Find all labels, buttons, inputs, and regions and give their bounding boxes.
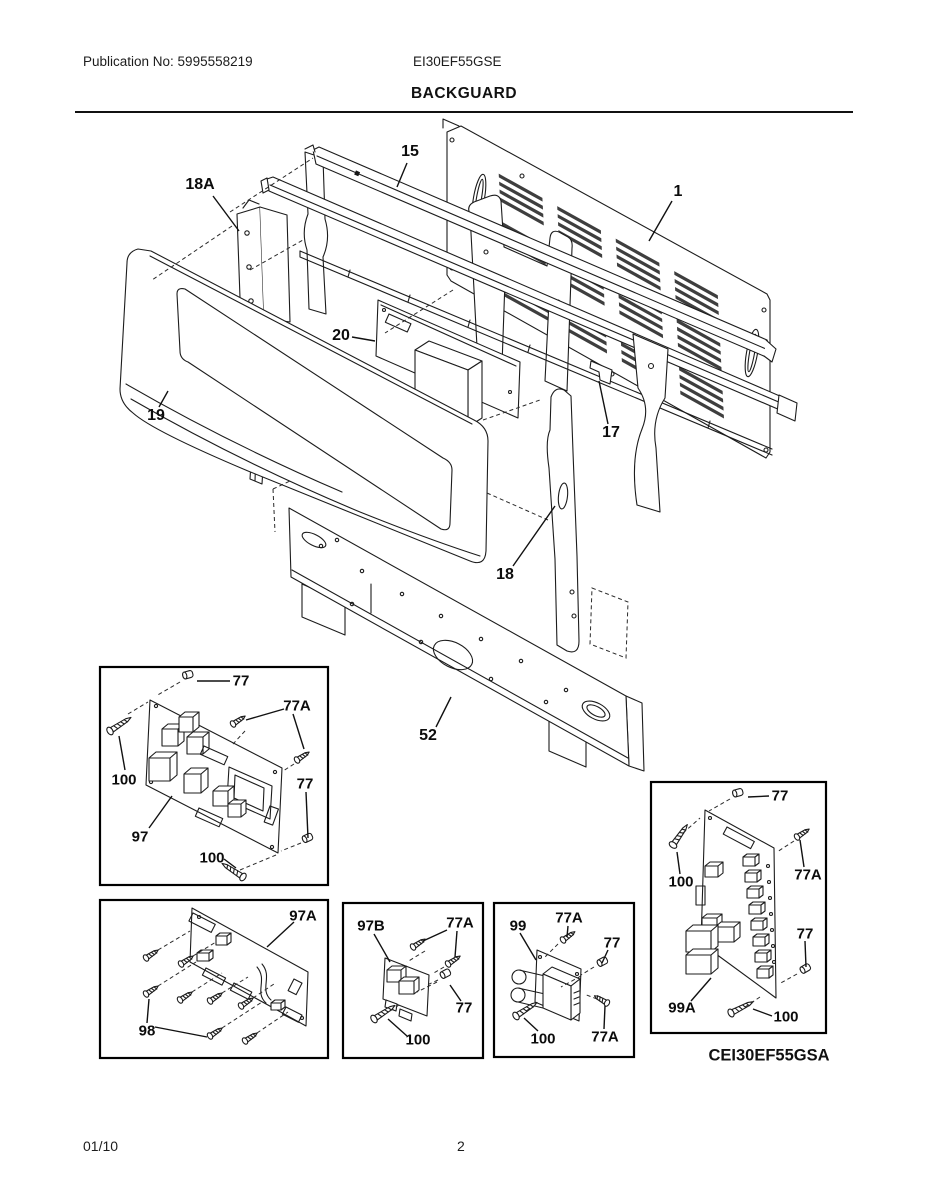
callout-100-99A-left: 100 [668, 873, 694, 891]
callout-99A: 99A [668, 999, 696, 1017]
variant-model-label: CEI30EF55GSA [708, 1046, 830, 1065]
callout-97: 97 [131, 828, 149, 846]
callout-77-99A-right: 77 [796, 925, 814, 943]
callout-18: 18 [496, 566, 514, 583]
callout-17: 17 [602, 424, 620, 441]
callout-19: 19 [147, 407, 165, 424]
callout-77-top: 77 [232, 672, 250, 690]
footer-date: 01/10 [83, 1138, 119, 1154]
callout-52: 52 [419, 727, 437, 744]
callout-77-99A-top: 77 [771, 787, 789, 805]
callout-18A: 18A [185, 176, 215, 193]
page-title: BACKGUARD [410, 85, 518, 102]
callout-77A: 77A [283, 697, 311, 715]
callout-20: 20 [332, 327, 350, 344]
callout-77A-97B: 77A [446, 914, 474, 932]
callout-77A-99-bottom: 77A [591, 1028, 619, 1046]
callout-100-97B: 100 [405, 1031, 431, 1049]
callout-100-bottom: 100 [199, 849, 225, 867]
model-number: EI30EF55GSE [413, 54, 502, 69]
callout-99: 99 [509, 917, 527, 935]
callout-15: 15 [401, 143, 419, 160]
callout-98: 98 [138, 1022, 156, 1040]
callout-100-left: 100 [111, 771, 137, 789]
callout-100-99: 100 [530, 1030, 556, 1048]
projection-dashed-lines [590, 588, 628, 658]
callout-97A: 97A [289, 907, 317, 925]
part-19-front-panel [120, 249, 488, 563]
footer-page-number: 2 [457, 1138, 465, 1154]
callout-77-97B: 77 [455, 999, 473, 1017]
callout-100-99A-bottom: 100 [773, 1008, 799, 1026]
publication-number: Publication No: 5995558219 [83, 54, 253, 69]
callout-77A-99-top: 77A [555, 909, 583, 927]
callout-77-right: 77 [296, 775, 314, 793]
callout-97B: 97B [357, 917, 385, 935]
callout-77-99: 77 [603, 934, 621, 952]
callout-1: 1 [673, 183, 683, 200]
callout-77A-99A: 77A [794, 866, 822, 884]
